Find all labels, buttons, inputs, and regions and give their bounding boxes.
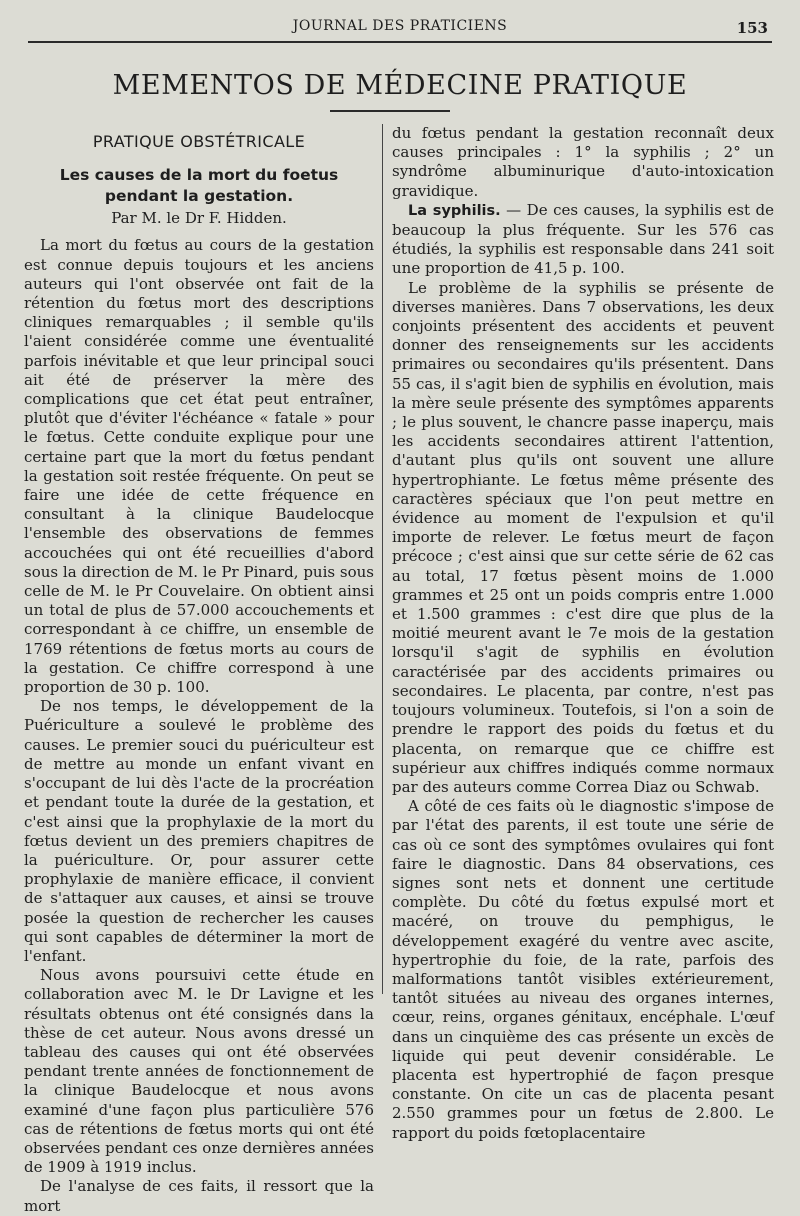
left-column (24, 124, 374, 1215)
running-head (28, 18, 772, 40)
header-rule (28, 41, 772, 43)
paragraph: Nous avons poursuivi cette étude en collaboration avec M. le Dr Lavigne et les résultats obtenus ont été consignés dans la thèse de cet auteur. Nous avons dressé un tableau des causes qui ont été observées pendant trente années de fonctionnement de la clinique Baudelocque et nous avons examiné d'une façon plus particulière 576 cas de rétentions de fœtus morts qui ont été observées pendant ces onze dernières années de 1909 à 1919 inclus. (24, 966, 374, 1177)
paragraph: De nos temps, le développement de la Puériculture a soulevé le problème des causes. Le premier souci du puériculteur est de mettre au monde un enfant vivant en s'occupant de lui dès l'acte de la procréation et pendant toute la durée de la gestation, et c'est ainsi que la prophylaxie de la mort du fœtus devient un des premiers chapitres de la puériculture. Or, pour assurer cette prophylaxie de manière efficace, il convient de s'attaquer aux causes, et ainsi se trouve posée la question de rechercher les causes qui sont capables de déterminer la mort de l'enfant. (24, 697, 374, 965)
article-byline: Par M. le Dr F. Hidden. (111, 209, 287, 228)
paragraph-continuation: du fœtus pendant la gestation reconnaît deux causes principales : 1° la syphilis ; 2° un syndrôme albuminurique d'auto-intoxication gravidique. (392, 124, 774, 200)
column-divider (382, 124, 383, 994)
paragraph: A côté de ces faits où le diagnostic s'impose de par l'état des parents, il est toute une série de cas où ce sont des symptômes ovulaires qui font faire le diagnostic. Dans 84 observations, ces signes sont nets et donnent une certitude complète. Du côté du fœtus expulsé mort et macéré, on trouve du pemphigus, le développement exagéré du ventre avec ascite, hypertrophie du foie, de la rate, parfois des malformations tantôt visibles extérieurement, tantôt situées au niveau des organes internes, cœur, reins, organes génitaux, encéphale. L'œuf dans un cinquième des cas présente un excès de liquide qui peut devenir considérable. Le placenta est hypertrophié de façon presque constante. On cite un cas de placenta pesant 2.550 grammes pour un fœtus de 2.800. Le rapport du poids fœtoplacentaire (392, 797, 774, 1142)
paragraph: De l'analyse de ces faits, il ressort que la mort (24, 1177, 374, 1215)
paragraph: La mort du fœtus au cours de la gestation est connue depuis toujours et les anciens auteurs qui l'ont observée ont fait de la rétention du fœtus mort des descriptions cliniques remarquables ; il semble qu'ils l'aient considérée comme une éventualité parfois inévitable et que leur principal souci ait été de préserver la mère des complications que cet état peut entraîner, plutôt que d'éviter l'échéance « fatale » pour le fœtus. Cette conduite explique pour une certaine part que la mort du fœtus pendant la gestation soit restée fréquente. On peut se faire une idée de cette fréquence en consultant à la clinique Baudelocque l'ensemble des observations de femmes accouchées qui ont été recueillies d'abord sous la direction de M. le Pr Pinard, puis sous celle de M. le Pr Couvelaire. On obtient ainsi un total de plus de 57.000 accouchements et correspondant à ce chiffre, un ensemble de 1769 rétentions de fœtus morts au cours de la gestation. Ce chiffre correspond à une proportion de 30 p. 100. (24, 236, 374, 697)
section-heading: PRATIQUE OBSTÉTRICALE (92, 132, 306, 151)
right-column (392, 124, 774, 1142)
paragraph-text: — De ces causes, la syphilis est de beaucoup la plus fréquente. Sur les 576 cas étudiés, la syphilis est responsable dans 241 soit une proportion de 41,5 p. 100. (392, 200, 774, 278)
paragraph-lead: La syphilis. (408, 202, 501, 219)
journal-name: JOURNAL DES PRATICIENS (292, 18, 508, 34)
paragraph: Le problème de la syphilis se présente de diverses manières. Dans 7 observations, les deux conjoints présentent des accidents et peuvent donner des renseignements sur les accidents primaires ou secondaires qu'ils présentent. Dans 55 cas, il s'agit bien de syphilis en évolution, mais la mère seule présente des symptômes apparents ; le plus souvent, le chancre passe inaperçu, mais les accidents secondaires attirent l'attention, d'autant plus qu'ils ont souvent une allure hypertrophiante. Le fœtus même présente des caractères spéciaux que l'on peut mettre en évidence au moment de l'expulsion et qu'il importe de relever. Le fœtus meurt de façon précoce ; c'est ainsi que sur cette série de 62 cas au total, 17 fœtus pèsent moins de 1.000 grammes et 25 ont un poids compris entre 1.000 et 1.500 grammes : c'est dire que plus de la moitié meurent avant le 7e mois de la gestation lorsqu'il s'agit de syphilis en évolution caractérisée par des accidents primaires ou secondaires. Le placenta, par contre, n'est pas toujours volumineux. Toutefois, si l'on a soin de prendre le rapport des poids du fœtus et du placenta, on remarque que ce chiffre est supérieur aux chiffres indiqués comme normaux par des auteurs comme Correa Diaz ou Schwab. (392, 278, 774, 796)
paragraph-syphilis (392, 201, 774, 279)
title-rule (330, 110, 450, 112)
page-number: 153 (736, 19, 768, 37)
page-title: MEMENTOS DE MÉDECINE PRATIQUE (112, 70, 688, 101)
article-title: Les causes de la mort du foetus pendant la gestation. (59, 166, 339, 206)
